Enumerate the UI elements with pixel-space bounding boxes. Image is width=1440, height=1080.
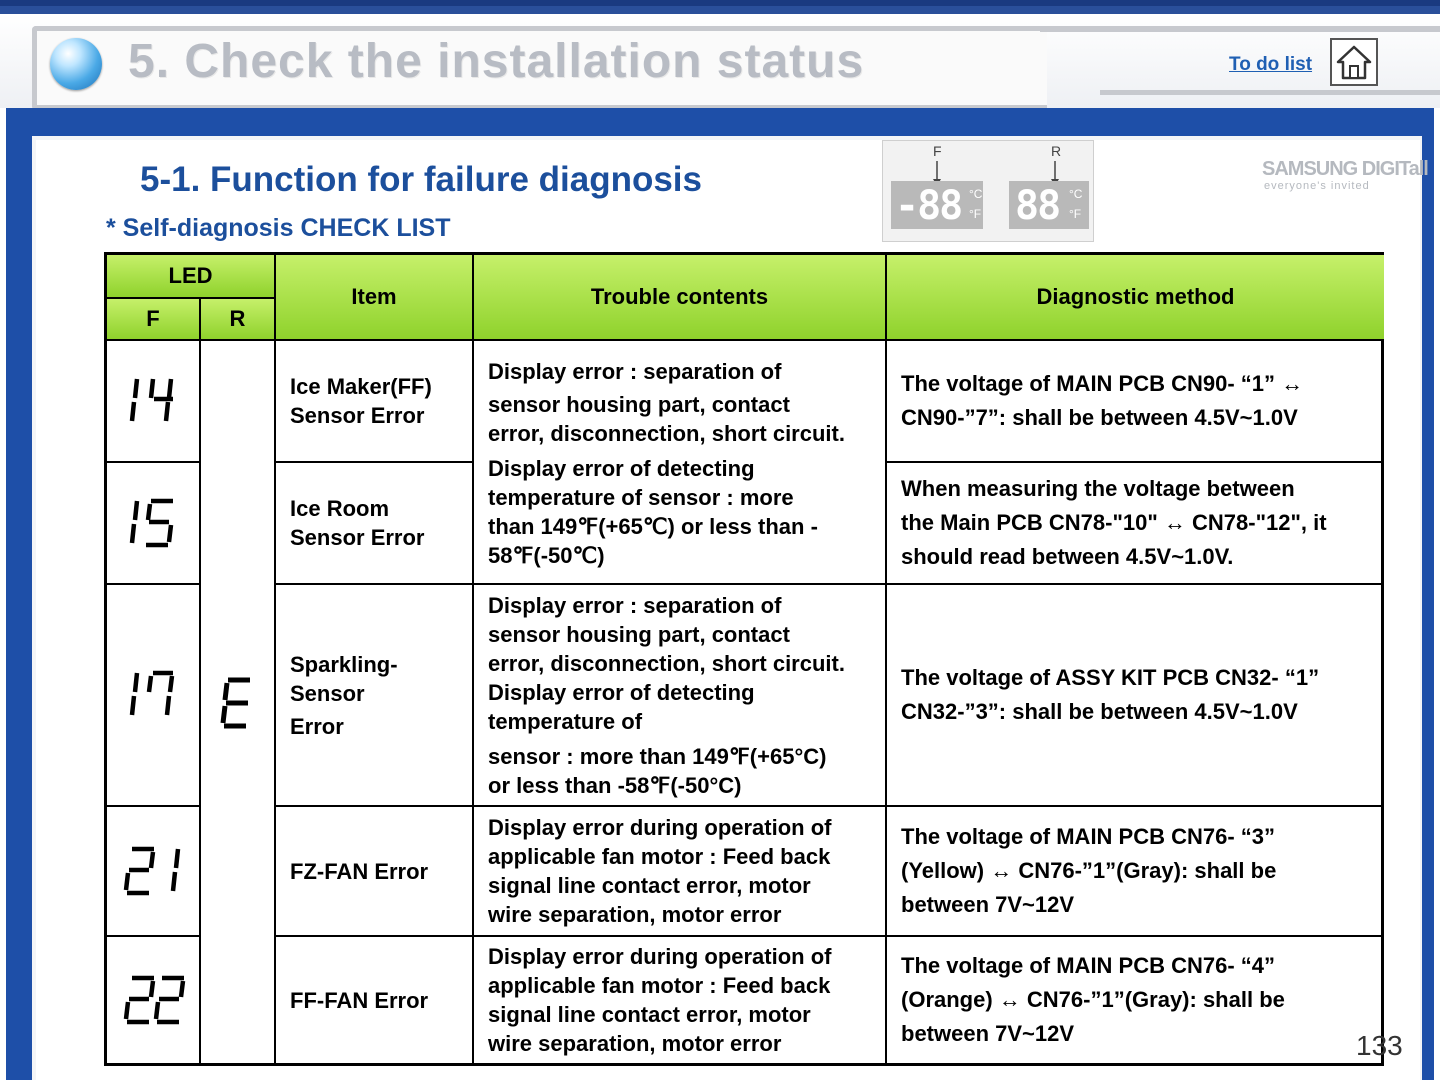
led-r-display: 88 °C °F — [1009, 181, 1089, 229]
home-icon — [1334, 42, 1374, 82]
bubble-icon — [50, 38, 102, 90]
seg-digit-E — [218, 674, 258, 730]
diagnosis-table — [104, 252, 1384, 1066]
f-code-14 — [107, 341, 201, 463]
page-number: 133 — [1356, 1030, 1403, 1061]
trouble-cell-1-2: Display error : separation of sensor housing part, contact error, disconnection, short circuit. Display error of detecting temperature of sensor : more than 149℉(+65℃) or less than - 58℉(-50℃) — [474, 341, 887, 585]
title-frame-line-lower — [1100, 90, 1440, 95]
method-cell-2: When measuring the voltage between the Main PCB CN78-"10" ↔ CN78-"12", it should read between 4.5V~1.0V. — [887, 463, 1384, 585]
top-bar-dark — [0, 0, 1440, 6]
todo-list-link[interactable]: To do list — [1229, 54, 1313, 75]
home-button[interactable] — [1330, 38, 1378, 86]
header-method: Diagnostic method — [887, 255, 1384, 341]
led-f-display: -88 °C °F — [891, 181, 983, 229]
item-cell-4: FZ-FAN Error — [276, 807, 474, 937]
samsung-tagline: everyone's invited — [1264, 180, 1370, 192]
header-led: LED — [107, 255, 276, 299]
item-cell-5: FF-FAN Error — [276, 937, 474, 1063]
header-item: Item — [276, 255, 474, 341]
r-code-cell — [201, 341, 276, 1063]
trouble-cell-3: Display error : separation of sensor housing part, contact error, disconnection, short circuit. Display error of detecting temperature of sensor : more than 149℉(+65°C) or less than -58℉(-50°C) — [474, 585, 887, 807]
header-r: R — [201, 299, 276, 341]
f-code-17 — [107, 585, 201, 807]
method-cell-4: The voltage of MAIN PCB CN76- “3” (Yellow) ↔ CN76-”1”(Gray): shall be between 7V~12V — [887, 807, 1384, 937]
method-cell-5: The voltage of MAIN PCB CN76- “4” (Orange) ↔ CN76-”1”(Gray): shall be between 7V~12V — [901, 953, 1285, 1046]
item-cell-3: Sparkling- Sensor Error — [276, 585, 474, 807]
method-cell-3: The voltage of ASSY KIT PCB CN32- “1” CN32-”3”: shall be between 4.5V~1.0V — [887, 585, 1384, 807]
trouble-cell-5: Display error during operation of applicable fan motor : Feed back signal line contact error, motor wire separation, motor error — [474, 937, 887, 1063]
f-code-15 — [107, 463, 201, 585]
header-trouble: Trouble contents — [474, 255, 887, 341]
page-title: 5. Check the installation status — [128, 35, 865, 88]
samsung-logo: SAMSUNG DIGITall — [1262, 158, 1428, 180]
f-code-22 — [107, 937, 201, 1063]
section-subtitle: 5-1. Function for failure diagnosis — [140, 160, 702, 199]
led-f-label: F — [933, 143, 942, 159]
header-f: F — [107, 299, 201, 341]
trouble-cell-4: Display error during operation of applicable fan motor : Feed back signal line contact error, motor wire separation, motor error — [474, 807, 887, 937]
method-cell-1: The voltage of MAIN PCB CN90- “1” ↔ CN90-”7”: shall be between 4.5V~1.0V — [887, 341, 1384, 463]
led-r-label: R — [1051, 143, 1062, 159]
item-cell-2: Ice Room Sensor Error — [276, 463, 474, 585]
item-cell-1: Ice Maker(FF) Sensor Error — [276, 341, 474, 463]
f-code-21 — [107, 807, 201, 937]
checklist-label: * Self-diagnosis CHECK LIST — [106, 214, 451, 242]
led-display-panel — [882, 140, 1094, 242]
title-frame-line — [1040, 26, 1440, 32]
